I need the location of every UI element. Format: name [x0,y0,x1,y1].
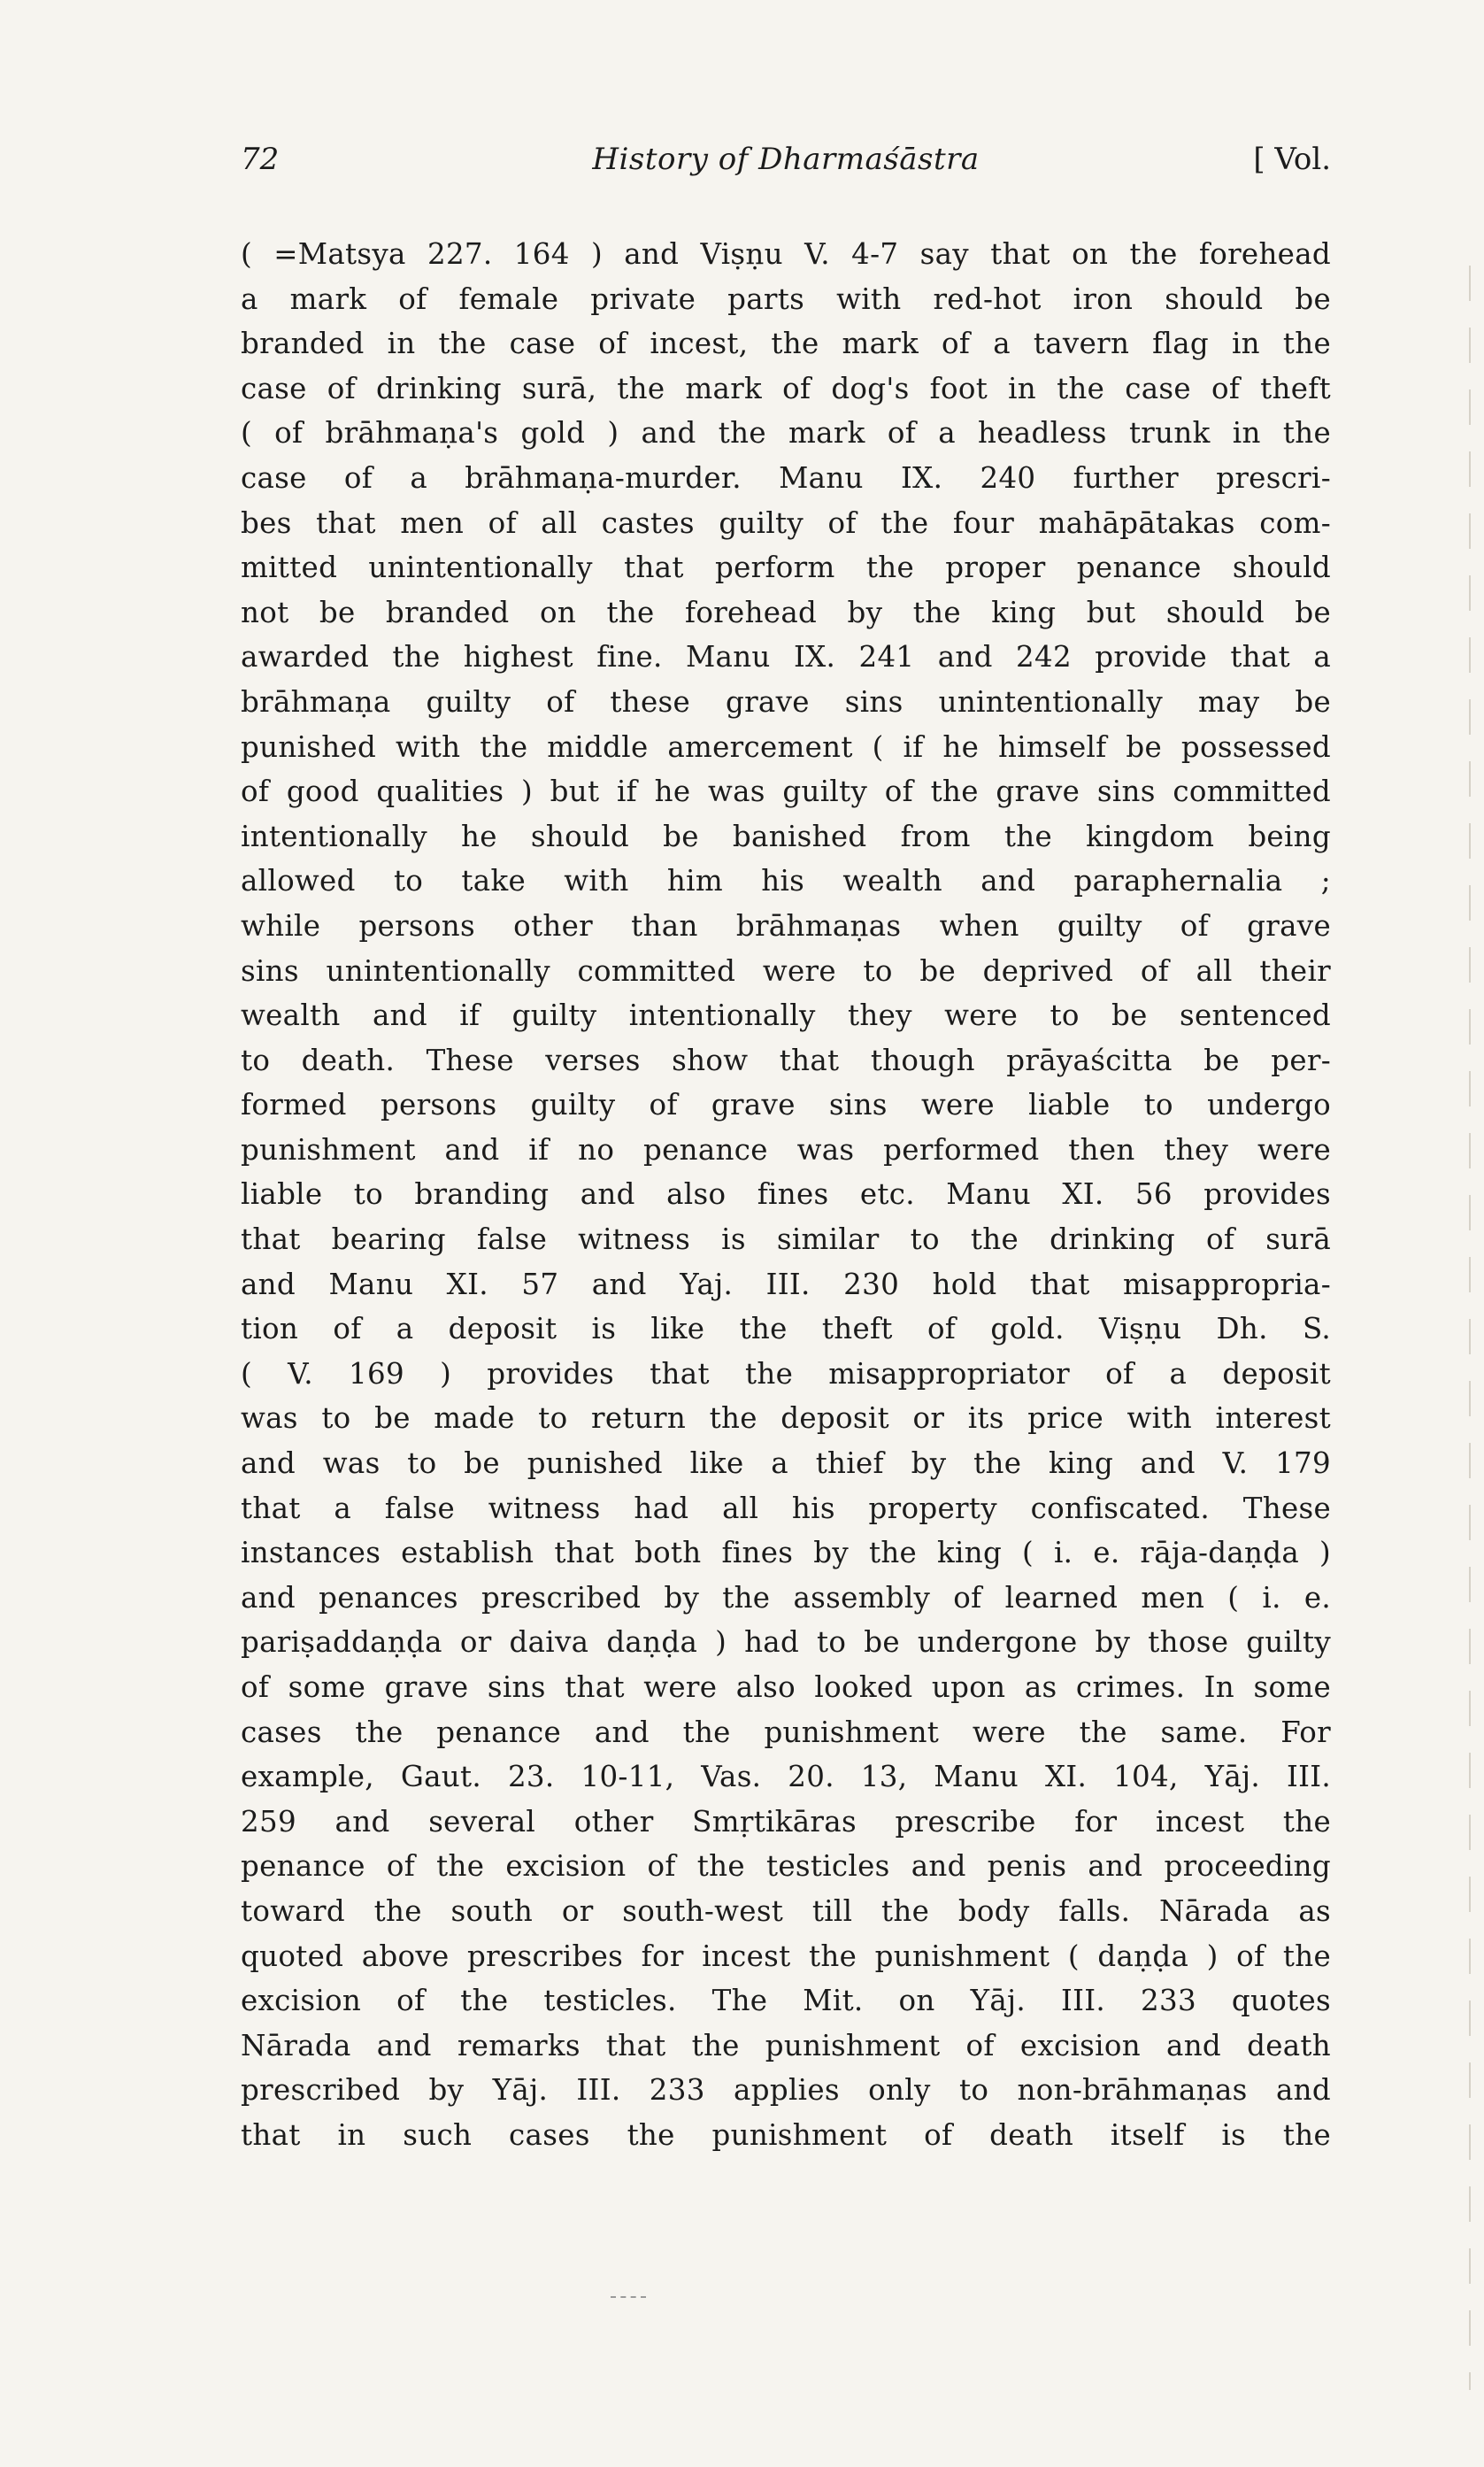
text-line: case of drinking surā, the mark of dog's foot in the case of theft [241,371,1331,405]
text-line: punished with the middle amercement ( if he himself be possessed [241,729,1331,764]
text-line: ( =Matsya 227. 164 ) and Viṣṇu V. 4-7 say that on the forehead [241,237,1331,271]
page-number: 72 [241,142,280,177]
text-line: sins unintentionally committed were to be deprived of all their [241,953,1331,988]
text-line: cases the penance and the punishment were the same. For [241,1715,1331,1749]
text-line: tion of a deposit is like the theft of gold. Viṣṇu Dh. S. [241,1312,1331,1346]
text-line: ( V. 169 ) provides that the misappropriator of a deposit [241,1356,1331,1391]
text-line: case of a brāhmaṇa-murder. Manu IX. 240 further prescri- [241,460,1331,495]
running-title: History of Dharmaśāstra [592,142,980,177]
text-line: while persons other than brāhmaṇas when guilty of grave [241,908,1331,943]
text-line: and Manu XI. 57 and Yaj. III. 230 hold that misappropria- [241,1267,1331,1301]
text-line: penance of the excision of the testicles and penis and proceeding [241,1849,1331,1884]
text-line: allowed to take with him his wealth and paraphernalia ; [241,864,1331,898]
text-line: awarded the highest fine. Manu IX. 241 and 242 provide that a [241,640,1331,675]
volume-label: [ Vol. [1253,142,1331,177]
text-line: formed persons guilty of grave sins were liable to undergo [241,1088,1331,1122]
text-line: of some grave sins that were also looked upon as crimes. In some [241,1670,1331,1704]
text-line: and was to be punished like a thief by the king and V. 179 [241,1446,1331,1481]
text-line: a mark of female private parts with red-hot iron should be [241,281,1331,316]
text-line: example, Gaut. 23. 10-11, Vas. 20. 13, Manu XI. 104, Yāj. III. [241,1760,1331,1794]
text-line: wealth and if guilty intentionally they were to be sentenced [241,998,1331,1033]
text-line: liable to branding and also fines etc. Manu XI. 56 provides [241,1177,1331,1212]
text-line: 259 and several other Smṛtikāras prescribe for incest the [241,1804,1331,1839]
page-header [241,142,1331,186]
text-line: brāhmaṇa guilty of these grave sins unintentionally may be [241,684,1331,719]
text-line: intentionally he should be banished from the kingdom being [241,819,1331,853]
text-line: bes that men of all castes guilty of the four mahāpātakas com- [241,505,1331,540]
body-text [241,232,1331,2158]
text-line: branded in the case of incest, the mark of a tavern flag in the [241,327,1331,361]
text-line: Nārada and remarks that the punishment of excision and death [241,2028,1331,2062]
text-line: toward the south or south-west till the body falls. Nārada as [241,1893,1331,1928]
text-line: not be branded on the forehead by the king but should be [241,595,1331,629]
text-line: of good qualities ) but if he was guilty of the grave sins committed [241,775,1331,809]
text-line: pariṣaddaṇḍa or daiva daṇḍa ) had to be undergone by those guilty [241,1625,1331,1660]
text-line: that a false witness had all his property confiscated. These [241,1491,1331,1525]
page-edge-shadow [1469,266,1471,2390]
text-line: punishment and if no penance was performed then they were [241,1132,1331,1167]
page-footer-mark [611,2296,646,2303]
text-line: that bearing false witness is similar to the drinking of surā [241,1222,1331,1257]
text-line: that in such cases the punishment of death itself is the [241,2117,1331,2152]
text-line: excision of the testicles. The Mit. on Yāj. III. 233 quotes [241,1984,1331,2018]
text-line: instances establish that both fines by the king ( i. e. rāja-daṇḍa ) [241,1536,1331,1570]
text-line: was to be made to return the deposit or its price with interest [241,1401,1331,1436]
text-line: prescribed by Yāj. III. 233 applies only to non-brāhmaṇas and [241,2073,1331,2108]
text-line: quoted above prescribes for incest the punishment ( daṇḍa ) of the [241,1939,1331,1973]
text-line: and penances prescribed by the assembly of learned men ( i. e. [241,1580,1331,1615]
text-line: to death. These verses show that though prāyaścitta be per- [241,1043,1331,1077]
text-line: ( of brāhmaṇa's gold ) and the mark of a headless trunk in the [241,416,1331,451]
text-line: mitted unintentionally that perform the proper penance should [241,551,1331,585]
